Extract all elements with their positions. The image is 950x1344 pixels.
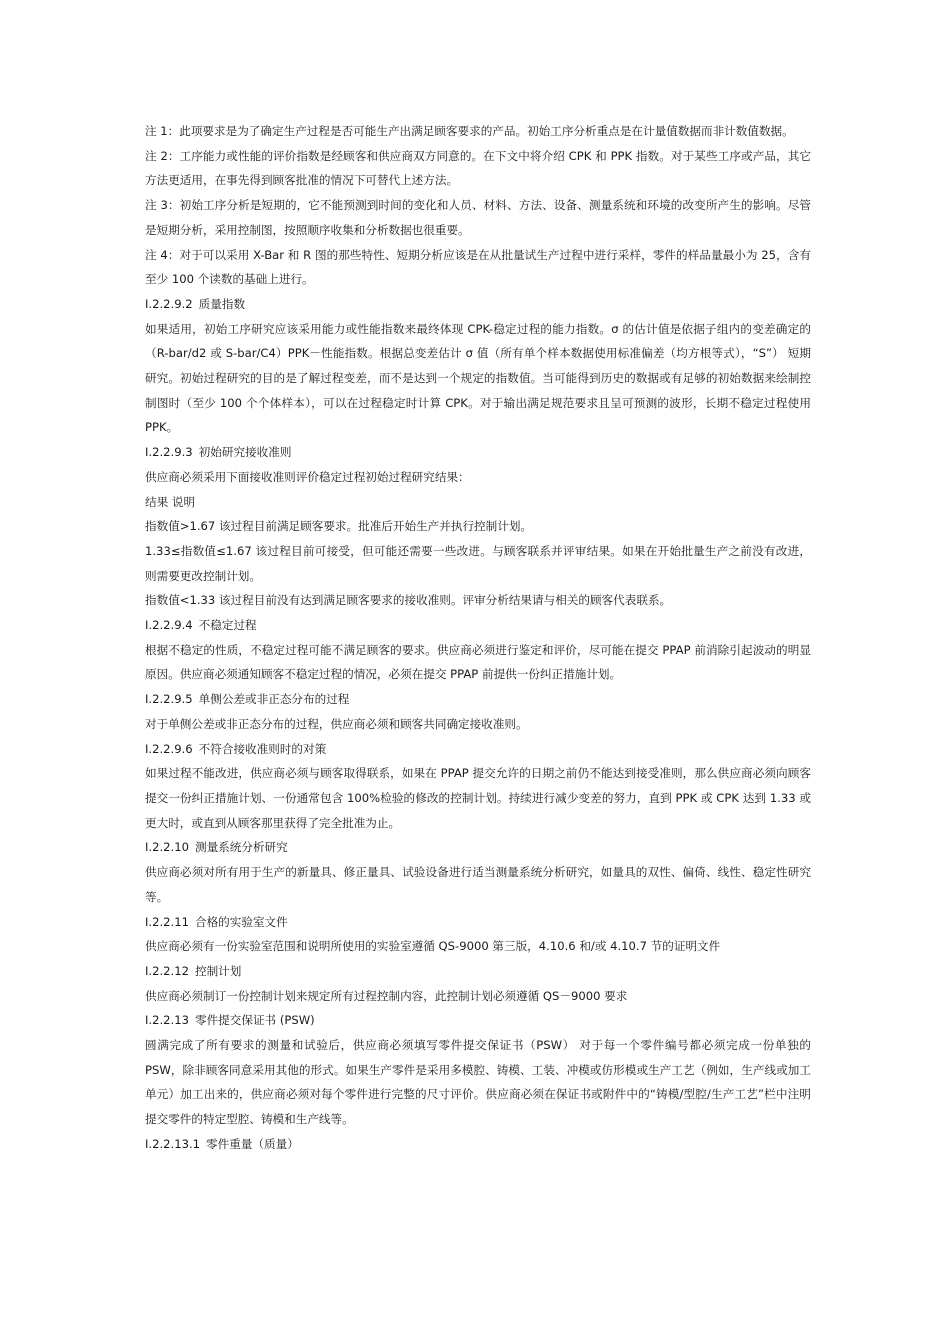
section-heading [145,737,811,762]
section-number: I.2.2.9.6 [145,741,193,756]
section-heading [145,292,811,317]
section-title: 不符合接收准则时的对策 [198,741,327,756]
paragraph: 对于单侧公差或非正态分布的过程，供应商必须和顾客共同确定接收准则。 [145,716,528,731]
criteria-header: 结果 说明 [145,494,196,509]
paragraph: 根据不稳定的性质，不稳定过程可能不满足顾客的要求。供应商必须进行鉴定和评价，尽可能在提交 PPAP 前消除引起波动的明显原因。供应商必须通知顾客不稳定过程的情况，必须在提交 PPAP 前提供一份纠正措施计划。 [145,642,811,682]
section-number: I.2.2.11 [145,914,189,929]
section-title: 不稳定过程 [198,618,257,633]
section-number: I.2.2.9.3 [145,445,193,460]
criteria-row: 1.33≤指数值≤1.67 该过程目前可接受，但可能还需要一些改进。与顾客联系并评审结果。如果在开始批量生产之前没有改进，则需要更改控制计划。 [145,543,811,583]
paragraph: 如果过程不能改进，供应商必须与顾客取得联系，如果在 PPAP 提交允许的日期之前仍不能达到接受准则，那么供应商必须向顾客提交一份纠正措施计划、一份通常包含 100%检验的修改的控制计划。持续进行减少变差的努力，直到 PPK 或 CPK 达到 1.33 或更大时，或直到从顾客那里获得了完全批准为止。 [145,766,811,830]
section-title: 初始研究接收准则 [198,445,292,460]
section-heading [145,613,811,638]
section-title: 零件提交保证书 (PSW) [194,1013,315,1028]
section-heading [145,440,811,465]
note-2: 注 2：工序能力或性能的评价指数是经顾客和供应商双方同意的。在下文中将介绍 CPK 和 PPK 指数。对于某些工序或产品，其它方法更适用，在事先得到顾客批准的情况下可替代上述方法。 [145,148,811,188]
paragraph: 圆满完成了所有要求的测量和试验后，供应商必须填写零件提交保证书（PSW） 对于每一个零件编号都必须完成一份单独的 PSW，除非顾客同意采用其他的形式。如果生产零件是采用多模腔、铸模、工装、冲模或仿形模或生产工艺（例如，生产线或加工单元）加工出来的，供应商必须对每个零件进行完整的尺寸评价。供应商必须在保证书或附件中的“铸模/型腔/生产工艺”栏中注明提交零件的特定型腔、铸模和生产线等。 [145,1038,811,1127]
section-title: 测量系统分析研究 [194,840,288,855]
section-number: I.2.2.9.4 [145,618,193,633]
section-title: 合格的实验室文件 [194,914,288,929]
section-heading [145,835,811,860]
note-1: 注 1：此项要求是为了确定生产过程是否可能生产出满足顾客要求的产品。初始工序分析重点是在计量值数据而非计数值数据。 [145,124,794,138]
section-title: 零件重量（质量） [206,1136,299,1151]
section-title: 控制计划 [194,963,242,978]
section-number: I.2.2.13.1 [145,1136,201,1151]
section-title: 质量指数 [198,296,246,311]
section-number: I.2.2.12 [145,963,189,978]
criteria-row: 指数值>1.67 该过程目前满足顾客要求。批准后开始生产并执行控制计划。 [145,519,533,534]
paragraph: 如果适用，初始工序研究应该采用能力或性能指数来最终体现 CPK-稳定过程的能力指数。σ 的估计值是依据子组内的变差确定的（R-bar/d2 或 S-bar/C4）PPK－性能指数。根据总变差估计 σ 值（所有单个样本数据使用标准偏差（均方根等式），“S”） 短期研究。初始过程研究的目的是了解过程变差，而不是达到一个规定的指数值。当可能得到历史的数据或有足够的初始数据来绘制控制图时（至少 100 个个体样本），可以在过程稳定时计算 CPK。对于输出满足规范要求且呈可预测的波形，长期不稳定过程使用 PPK。 [145,321,811,435]
section-heading [145,959,811,984]
section-heading [145,1132,811,1157]
document-page [145,119,811,1157]
section-number: I.2.2.9.2 [145,296,193,311]
criteria-row: 指数值<1.33 该过程目前没有达到满足顾客要求的接收准则。评审分析结果请与相关的顾客代表联系。 [145,593,672,608]
section-number: I.2.2.9.5 [145,692,193,707]
note-3: 注 3：初始工序分析是短期的，它不能预测到时间的变化和人员、材料、方法、设备、测量系统和环境的改变所产生的影响。尽管是短期分析，采用控制图，按照顺序收集和分析数据也很重要。 [145,198,811,237]
section-heading [145,910,811,935]
paragraph: 供应商必须对所有用于生产的新量具、修正量具、试验设备进行适当测量系统分析研究，如量具的双性、偏倚、线性、稳定性研究等。 [145,865,811,904]
paragraph: 供应商必须制订一份控制计划来规定所有过程控制内容，此控制计划必须遵循 QS－9000 要求 [145,988,628,1003]
note-4: 注 4：对于可以采用 X-Bar 和 R 图的那些特性、短期分析应该是在从批量试生产过程中进行采样，零件的样品量最小为 25，含有至少 100 个读数的基础上进行。 [145,247,811,287]
section-number: I.2.2.13 [145,1013,189,1028]
section-heading [145,687,811,712]
paragraph: 供应商必须有一份实验室范围和说明所使用的实验室遵循 QS-9000 第三版，4.10.6 和/或 4.10.7 节的证明文件 [145,939,721,954]
section-title: 单侧公差或非正态分布的过程 [198,692,350,707]
section-heading [145,1008,811,1033]
section-number: I.2.2.10 [145,840,189,855]
paragraph: 供应商必须采用下面接收准则评价稳定过程初始过程研究结果： [145,469,470,484]
